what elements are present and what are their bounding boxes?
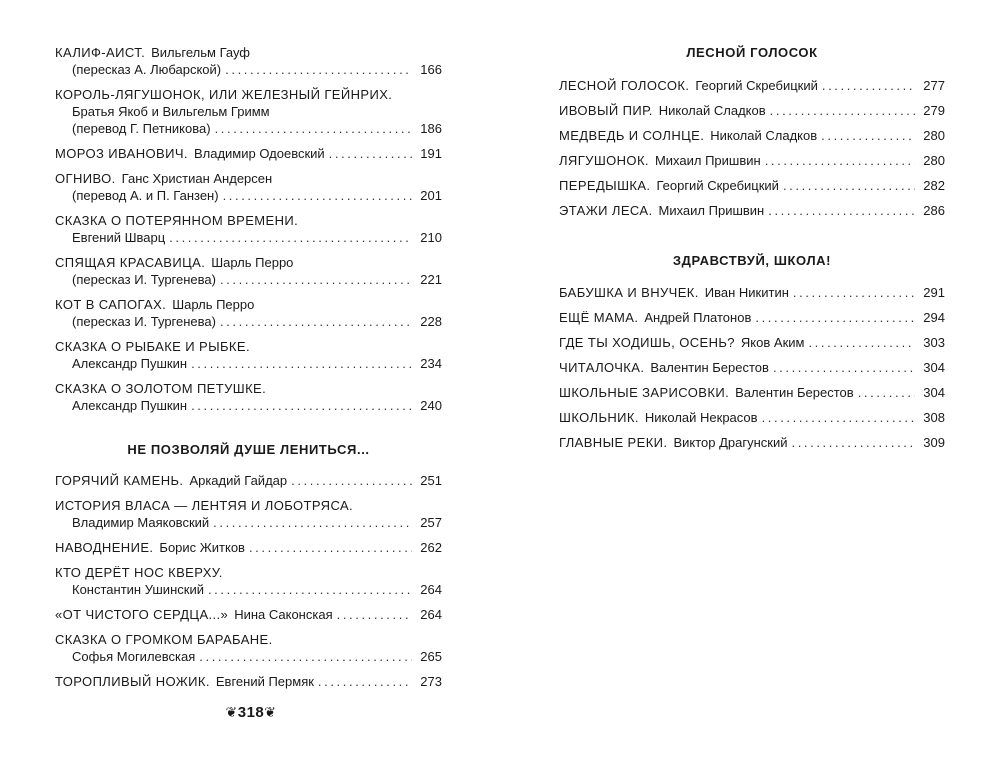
entry-continuation-text: Братья Якоб и Вильгельм Гримм [72, 104, 270, 119]
toc-entry [559, 102, 945, 119]
entry-page-number: 286 [923, 203, 945, 218]
entry-page-number: 277 [923, 78, 945, 93]
toc-entry [55, 564, 442, 598]
entry-title: КТО ДЕРЁТ НОС КВЕРХУ. [55, 565, 223, 580]
entry-page-number: 251 [420, 473, 442, 488]
toc-entry [559, 434, 945, 451]
toc-entry-title-line [55, 338, 442, 355]
entry-page-number: 264 [420, 607, 442, 622]
dot-leader [755, 309, 915, 326]
toc-entry [55, 86, 442, 137]
dot-leader [821, 127, 915, 144]
dot-leader [808, 334, 915, 351]
dot-leader [220, 313, 412, 330]
entry-title: ИВОВЫЙ ПИР. [559, 103, 653, 118]
entry-title: СПЯЩАЯ КРАСАВИЦА. [55, 255, 206, 270]
toc-entry [55, 296, 442, 330]
toc-entry [55, 673, 442, 690]
toc-entry [55, 606, 442, 623]
toc-entry [559, 309, 945, 326]
entry-page-number: 191 [420, 146, 442, 161]
entry-title: СКАЗКА О ГРОМКОМ БАРАБАНЕ. [55, 632, 273, 647]
dot-leader [291, 472, 412, 489]
toc-entry-title-line [559, 359, 945, 376]
toc-entry-continuation-line [55, 229, 442, 246]
toc-entry-continuation-line [55, 355, 442, 372]
entry-author: Иван Никитин [704, 285, 789, 300]
entry-continuation-text: Константин Ушинский [72, 582, 204, 597]
toc-entry-title-line [55, 170, 442, 187]
entry-continuation-text: Евгений Шварц [72, 230, 166, 245]
entry-author: Владимир Одоевский [193, 146, 325, 161]
toc-entry [55, 44, 442, 78]
toc-entry-title-line [559, 434, 945, 451]
entry-page-number: 304 [923, 385, 945, 400]
toc-entry [559, 127, 945, 144]
entry-title: ЭТАЖИ ЛЕСА. [559, 203, 653, 218]
toc-entry-continuation-line [55, 103, 442, 120]
entry-title: НАВОДНЕНИЕ. [55, 540, 154, 555]
entry-page-number: 304 [923, 360, 945, 375]
section-title-lesnoy-golosok: ЛЕСНОЙ ГОЛОСОК [686, 45, 818, 60]
dot-leader [191, 355, 412, 372]
entry-page-number: 228 [420, 314, 442, 329]
entry-page-number: 240 [420, 398, 442, 413]
dot-leader [329, 145, 412, 162]
page-number: 318 [237, 703, 265, 721]
toc-entry [55, 539, 442, 556]
entry-author: Николай Сладков [710, 128, 818, 143]
entry-title: ИСТОРИЯ ВЛАСА — ЛЕНТЯЯ И ЛОБОТРЯСА. [55, 498, 354, 513]
section-title-zdravstvuy-shkola: ЗДРАВСТВУЙ, ШКОЛА! [672, 253, 832, 268]
folio-ornament-left-icon: ❦ [225, 704, 238, 720]
toc-entry-continuation-line [55, 61, 442, 78]
entry-title: КОТ В САПОГАХ. [55, 297, 167, 312]
toc-entry-title-line [55, 44, 442, 61]
toc-entry [55, 497, 442, 531]
toc-entry [559, 334, 945, 351]
dot-leader [215, 120, 412, 137]
dot-leader [822, 77, 915, 94]
entry-title: ГОРЯЧИЙ КАМЕНЬ. [55, 473, 184, 488]
entry-title: ЕЩЁ МАМА. [559, 310, 639, 325]
toc-entry-title-line [559, 127, 945, 144]
entry-author: Георгий Скребицкий [695, 78, 818, 93]
entry-continuation-text: Александр Пушкин [72, 398, 188, 413]
toc-entry-title-line [55, 212, 442, 229]
toc-entry-title-line [55, 254, 442, 271]
dot-leader [773, 359, 915, 376]
toc-right-block-zdravstvuy-shkola [559, 284, 945, 451]
toc-entry-continuation-line [55, 271, 442, 288]
toc-entry-title-line [55, 145, 442, 162]
dot-leader [337, 606, 412, 623]
toc-entry-continuation-line [55, 187, 442, 204]
entry-page-number: 186 [420, 121, 442, 136]
entry-author: Шарль Перро [172, 297, 255, 312]
dot-leader [249, 539, 412, 556]
toc-entry [559, 177, 945, 194]
toc-entry [559, 202, 945, 219]
entry-title: ГЛАВНЫЕ РЕКИ. [559, 435, 668, 450]
toc-entry-continuation-line [55, 581, 442, 598]
entry-page-number: 291 [923, 285, 945, 300]
toc-entry-title-line [559, 309, 945, 326]
entry-author: Николай Некрасов [644, 410, 758, 425]
entry-author: Аркадий Гайдар [189, 473, 288, 488]
entry-author: Андрей Платонов [644, 310, 752, 325]
entry-title: ЛЕСНОЙ ГОЛОСОК. [559, 78, 690, 93]
entry-title: «ОТ ЧИСТОГО СЕРДЦА...» [55, 607, 229, 622]
entry-continuation-text: Александр Пушкин [72, 356, 188, 371]
dot-leader [220, 271, 412, 288]
entry-continuation-text: (перевод А. и П. Ганзен) [72, 188, 219, 203]
entry-title: БАБУШКА И ВНУЧЕК. [559, 285, 699, 300]
toc-entry-continuation-line [55, 514, 442, 531]
entry-title: КАЛИФ-АИСТ. [55, 45, 146, 60]
entry-page-number: 234 [420, 356, 442, 371]
entry-title: ПЕРЕДЫШКА. [559, 178, 651, 193]
entry-title: ШКОЛЬНИК. [559, 410, 639, 425]
toc-entry-title-line [559, 334, 945, 351]
toc-entry-title-line [559, 284, 945, 301]
dot-leader [770, 102, 915, 119]
entry-author: Николай Сладков [658, 103, 766, 118]
toc-entry-title-line [55, 380, 442, 397]
toc-entry-continuation-line [55, 120, 442, 137]
toc-entry [559, 384, 945, 401]
entry-continuation-text: (перевод Г. Петникова) [72, 121, 211, 136]
toc-entry-title-line [55, 296, 442, 313]
entry-author: Валентин Берестов [650, 360, 769, 375]
toc-entry-continuation-line [55, 397, 442, 414]
folio-ornament-right-icon: ❦ [264, 704, 277, 720]
entry-author: Ганс Христиан Андерсен [121, 171, 273, 186]
toc-entry-title-line [559, 152, 945, 169]
entry-page-number: 280 [923, 128, 945, 143]
toc-entry-title-line [559, 177, 945, 194]
toc-left-block-ne-pozvolyay [55, 472, 442, 690]
entry-title: СКАЗКА О ПОТЕРЯННОМ ВРЕМЕНИ. [55, 213, 299, 228]
entry-continuation-text: (пересказ И. Тургенева) [72, 314, 216, 329]
dot-leader [768, 202, 915, 219]
entry-title: СКАЗКА О РЫБАКЕ И РЫБКЕ. [55, 339, 250, 354]
entry-author: Валентин Берестов [735, 385, 854, 400]
toc-entry-title-line [559, 77, 945, 94]
toc-entry [55, 254, 442, 288]
entry-page-number: 264 [420, 582, 442, 597]
toc-entry [559, 359, 945, 376]
entry-page-number: 309 [923, 435, 945, 450]
toc-entry-title-line [55, 86, 442, 103]
toc-entry-title-line [559, 409, 945, 426]
dot-leader [762, 409, 915, 426]
entry-title: ЧИТАЛОЧКА. [559, 360, 645, 375]
dot-leader [783, 177, 915, 194]
entry-page-number: 210 [420, 230, 442, 245]
dot-leader [223, 187, 412, 204]
entry-title: ЛЯГУШОНОК. [559, 153, 649, 168]
entry-title: ТОРОПЛИВЫЙ НОЖИК. [55, 674, 210, 689]
toc-left-block-fairy-tales [55, 44, 442, 414]
entry-page-number: 166 [420, 62, 442, 77]
entry-page-number: 221 [420, 272, 442, 287]
toc-entry-title-line [55, 606, 442, 623]
entry-title: ШКОЛЬНЫЕ ЗАРИСОВКИ. [559, 385, 730, 400]
entry-page-number: 201 [420, 188, 442, 203]
toc-entry [559, 152, 945, 169]
toc-entry-title-line [55, 673, 442, 690]
toc-entry-title-line [55, 497, 442, 514]
entry-author: Евгений Пермяк [215, 674, 314, 689]
toc-entry [55, 145, 442, 162]
toc-entry [559, 409, 945, 426]
toc-entry-title-line [559, 102, 945, 119]
entry-author: Шарль Перро [211, 255, 294, 270]
toc-entry [55, 212, 442, 246]
toc-left-column [55, 44, 442, 690]
entry-author: Михаил Пришвин [654, 153, 761, 168]
entry-continuation-text: (пересказ А. Любарской) [72, 62, 222, 77]
entry-page-number: 308 [923, 410, 945, 425]
toc-entry [55, 631, 442, 665]
toc-right-column [559, 44, 945, 451]
toc-entry-title-line [55, 472, 442, 489]
entry-page-number: 262 [420, 540, 442, 555]
toc-entry [55, 170, 442, 204]
dot-leader [225, 61, 412, 78]
entry-author: Михаил Пришвин [658, 203, 765, 218]
entry-title: СКАЗКА О ЗОЛОТОМ ПЕТУШКЕ. [55, 381, 267, 396]
entry-page-number: 303 [923, 335, 945, 350]
entry-title: ГДЕ ТЫ ХОДИШЬ, ОСЕНЬ? [559, 335, 735, 350]
toc-entry [55, 380, 442, 414]
entry-page-number: 279 [923, 103, 945, 118]
toc-entry-continuation-line [55, 313, 442, 330]
entry-author: Виктор Драгунский [673, 435, 788, 450]
entry-author: Георгий Скребицкий [656, 178, 779, 193]
entry-page-number: 257 [420, 515, 442, 530]
toc-right-block-lesnoy-golosok [559, 77, 945, 219]
toc-entry [55, 338, 442, 372]
entry-continuation-text: Владимир Маяковский [72, 515, 210, 530]
dot-leader [191, 397, 412, 414]
entry-author: Нина Саконская [234, 607, 333, 622]
toc-entry-title-line [55, 539, 442, 556]
entry-continuation-text: (пересказ И. Тургенева) [72, 272, 216, 287]
page-folio [215, 702, 287, 722]
toc-entry [559, 77, 945, 94]
dot-leader [858, 384, 915, 401]
dot-leader [208, 581, 412, 598]
dot-leader [199, 648, 412, 665]
entry-title: ОГНИВО. [55, 171, 116, 186]
toc-entry [559, 284, 945, 301]
entry-title: КОРОЛЬ-ЛЯГУШОНОК, ИЛИ ЖЕЛЕЗНЫЙ ГЕЙНРИХ. [55, 87, 393, 102]
entry-page-number: 273 [420, 674, 442, 689]
toc-entry-title-line [55, 564, 442, 581]
dot-leader [765, 152, 915, 169]
entry-continuation-text: Софья Могилевская [72, 649, 196, 664]
entry-page-number: 282 [923, 178, 945, 193]
toc-entry-continuation-line [55, 648, 442, 665]
dot-leader [213, 514, 412, 531]
toc-entry [55, 472, 442, 489]
entry-author: Борис Житков [159, 540, 245, 555]
toc-entry-title-line [559, 384, 945, 401]
dot-leader [169, 229, 412, 246]
dot-leader [318, 673, 412, 690]
section-title-ne-pozvolyay: НЕ ПОЗВОЛЯЙ ДУШЕ ЛЕНИТЬСЯ... [127, 442, 370, 457]
entry-page-number: 265 [420, 649, 442, 664]
entry-author: Вильгельм Гауф [151, 45, 251, 60]
toc-entry-title-line [559, 202, 945, 219]
entry-page-number: 280 [923, 153, 945, 168]
entry-title: МОРОЗ ИВАНОВИЧ. [55, 146, 188, 161]
toc-entry-title-line [55, 631, 442, 648]
entry-title: МЕДВЕДЬ И СОЛНЦЕ. [559, 128, 705, 143]
entry-author: Яков Аким [740, 335, 805, 350]
dot-leader [791, 434, 915, 451]
entry-page-number: 294 [923, 310, 945, 325]
dot-leader [793, 284, 915, 301]
